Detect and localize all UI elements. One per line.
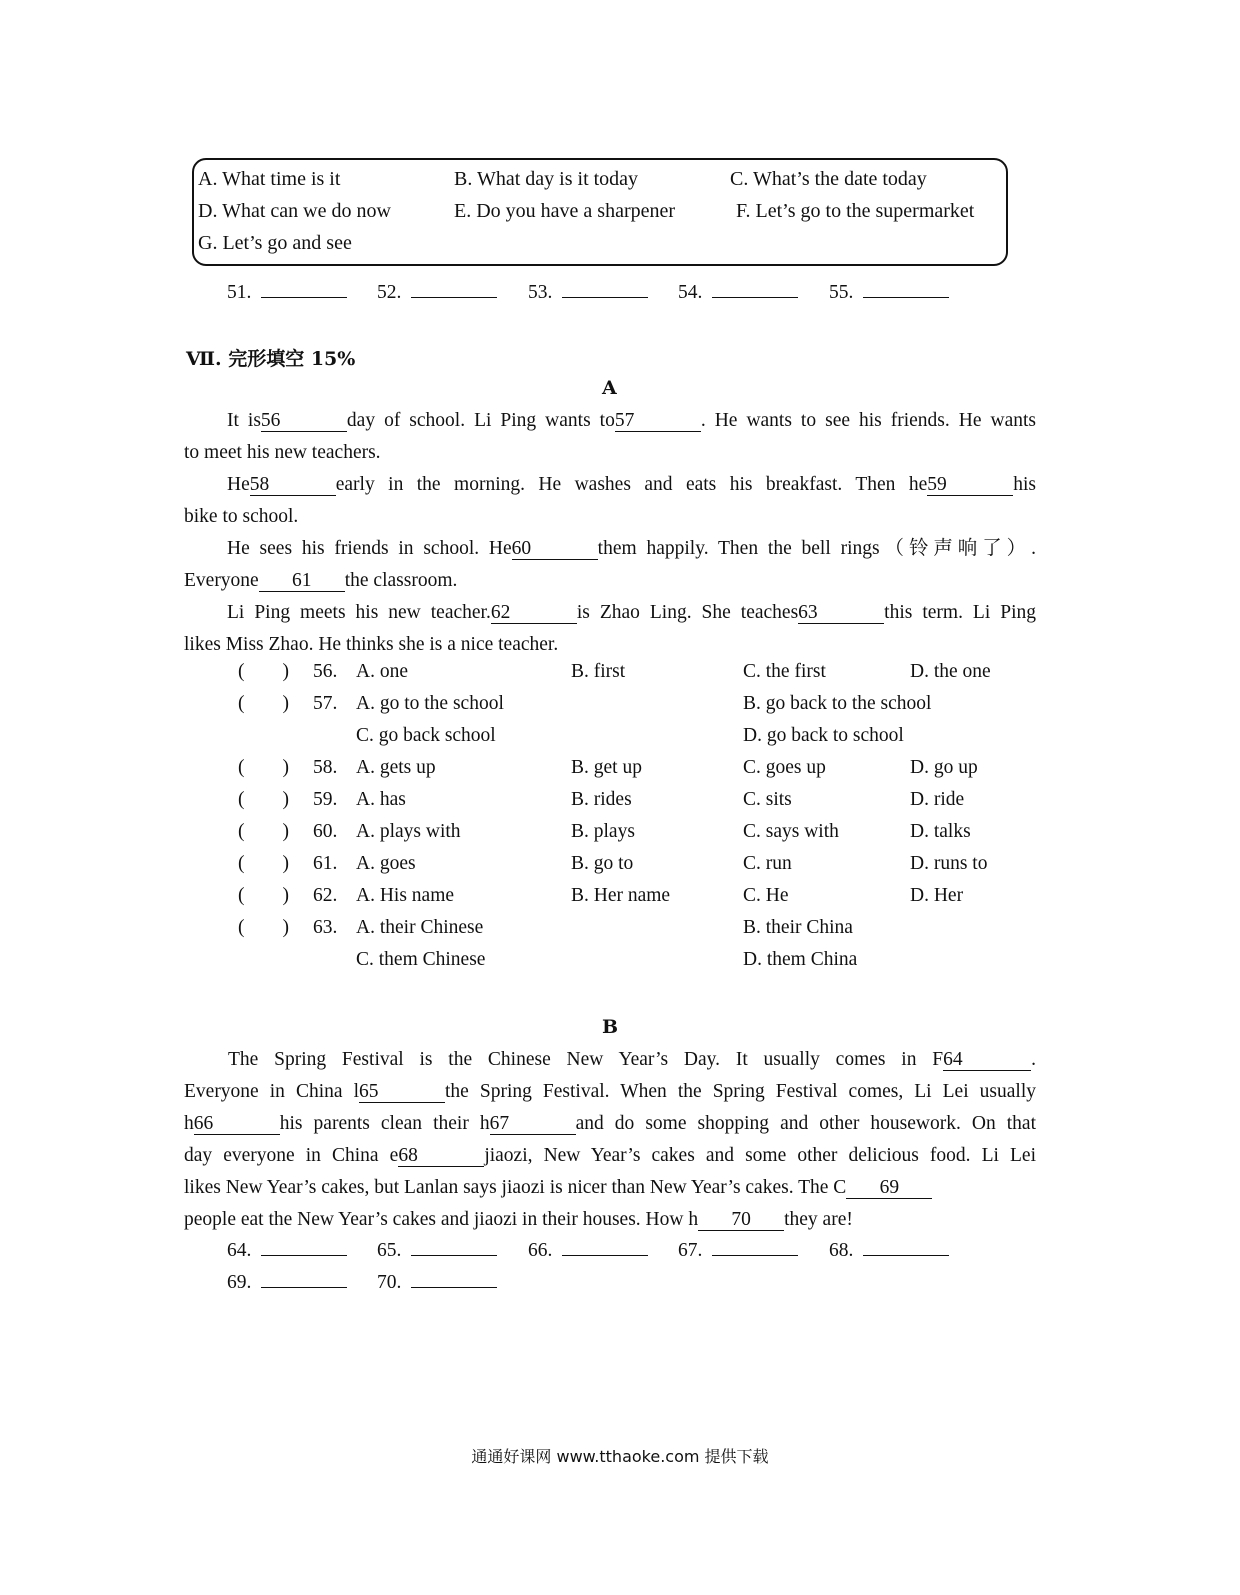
choice-b[interactable]: B. go back to the school <box>743 693 932 714</box>
text: and do some shopping and other housework. On that <box>575 1113 1037 1134</box>
text: Li Ping meets his new teacher. <box>227 602 491 623</box>
text: He sees his friends in school. He <box>227 538 512 559</box>
answer-label: 54. <box>678 282 703 303</box>
answer-line[interactable] <box>863 283 949 298</box>
blank-67[interactable]: 67 <box>490 1114 576 1135</box>
passage-b-line4 <box>184 1140 1036 1172</box>
question-number: 63. <box>313 917 338 938</box>
answer-label: 66. <box>528 1240 553 1261</box>
section-title: Ⅶ. 完形填空 15% <box>186 348 356 370</box>
question-number: 58. <box>313 757 338 778</box>
answer-label: 70. <box>377 1272 402 1293</box>
choice-d[interactable]: D. talks <box>910 821 971 842</box>
text: It is <box>227 410 261 431</box>
passage-a-line7 <box>184 597 1036 629</box>
blank-61[interactable]: 61 <box>259 571 345 592</box>
answer-bracket[interactable]: ( ) <box>238 885 289 906</box>
answer-51[interactable] <box>227 282 347 304</box>
text: they are! <box>784 1209 853 1230</box>
choice-b[interactable]: B. Her name <box>571 885 671 906</box>
answer-bracket[interactable]: ( ) <box>238 917 289 938</box>
answer-67[interactable] <box>678 1240 798 1262</box>
blank-70[interactable]: 70 <box>698 1210 784 1231</box>
option-c: C. What’s the date today <box>730 168 927 190</box>
option-g: G. Let’s go and see <box>198 232 352 254</box>
choice-a[interactable]: A. one <box>356 661 408 682</box>
question-number: 56. <box>313 661 338 682</box>
answer-label: 64. <box>227 1240 252 1261</box>
text: The Spring Festival is the Chinese New Year’s Day. It usually comes in F <box>228 1049 944 1070</box>
answer-label: 67. <box>678 1240 703 1261</box>
passage-b-line5 <box>184 1172 1036 1204</box>
question-number: 60. <box>313 821 338 842</box>
answer-label: 52. <box>377 282 402 303</box>
text: day everyone in China e <box>184 1145 399 1166</box>
choice-c[interactable]: C. the first <box>743 661 826 682</box>
blank-69[interactable]: 69 <box>846 1178 932 1199</box>
choice-c[interactable]: C. them Chinese <box>356 949 486 970</box>
answer-label: 65. <box>377 1240 402 1261</box>
choice-b[interactable]: B. first <box>571 661 626 682</box>
choice-d[interactable]: D. Her <box>910 885 964 906</box>
text: day of school. Li Ping wants to <box>346 410 615 431</box>
answer-label: 51. <box>227 282 252 303</box>
passage-a-line6 <box>184 565 1036 597</box>
answer-line[interactable] <box>863 1241 949 1256</box>
choice-c[interactable]: C. run <box>743 853 792 874</box>
text: his parents clean their h <box>279 1113 490 1134</box>
choice-d[interactable]: D. go up <box>910 757 978 778</box>
answer-52[interactable] <box>377 282 497 304</box>
choice-a[interactable]: A. has <box>356 789 406 810</box>
part-a-heading: A <box>602 377 617 399</box>
blank-56[interactable]: 56 <box>261 411 347 432</box>
answer-66[interactable] <box>528 1240 648 1262</box>
text: early in the morning. He washes and eats his breakfast. Then he <box>335 474 928 495</box>
question-number: 57. <box>313 693 338 714</box>
blank-66[interactable]: 66 <box>194 1114 280 1135</box>
choice-a[interactable]: A. goes <box>356 853 416 874</box>
text: is Zhao Ling. She teaches <box>576 602 799 623</box>
answer-69[interactable] <box>227 1272 347 1294</box>
choice-d[interactable]: D. the one <box>910 661 991 682</box>
text: people eat the New Year’s cakes and jiaozi in their houses. How h <box>184 1209 699 1230</box>
answer-label: 53. <box>528 282 553 303</box>
answer-line[interactable] <box>261 283 347 298</box>
blank-64[interactable]: 64 <box>943 1050 1031 1071</box>
choice-b[interactable]: B. plays <box>571 821 635 842</box>
choice-d[interactable]: D. ride <box>910 789 965 810</box>
passage-a-line4: bike to school. <box>184 506 299 527</box>
text: the classroom. <box>344 570 458 591</box>
answer-68[interactable] <box>829 1240 949 1262</box>
answer-bracket[interactable]: ( ) <box>238 661 289 682</box>
answer-bracket[interactable]: ( ) <box>238 693 289 714</box>
question-number: 59. <box>313 789 338 810</box>
passage-a-line5 <box>184 533 1036 565</box>
choice-a[interactable]: A. gets up <box>356 757 436 778</box>
answer-line[interactable] <box>562 1241 648 1256</box>
text: jiaozi, New Year’s cakes and some other delicious food. Li Lei <box>484 1145 1037 1166</box>
choice-a[interactable]: A. plays with <box>356 821 461 842</box>
choice-d[interactable]: D. runs to <box>910 853 988 874</box>
text: likes New Year’s cakes, but Lanlan says jiaozi is nicer than New Year’s cakes. The C <box>184 1177 847 1198</box>
choice-a[interactable]: A. go to the school <box>356 693 504 714</box>
option-b: B. What day is it today <box>454 168 639 190</box>
choice-b[interactable]: B. rides <box>571 789 632 810</box>
blank-60[interactable]: 60 <box>512 539 598 560</box>
answer-label: 68. <box>829 1240 854 1261</box>
text: this term. Li Ping <box>884 602 1036 623</box>
answer-bracket[interactable]: ( ) <box>238 757 289 778</box>
blank-57[interactable]: 57 <box>615 411 701 432</box>
answer-64[interactable] <box>227 1240 347 1262</box>
choice-a[interactable]: A. their Chinese <box>356 917 484 938</box>
option-a: A. What time is it <box>198 168 341 190</box>
choice-c[interactable]: C. go back school <box>356 725 496 746</box>
answer-line[interactable] <box>411 283 497 298</box>
blank-62[interactable]: 62 <box>491 603 577 624</box>
answer-54[interactable] <box>678 282 798 304</box>
part-b-heading: B <box>602 1016 619 1038</box>
option-f: F. Let’s go to the supermarket <box>736 200 975 222</box>
answer-line[interactable] <box>562 283 648 298</box>
text: . <box>1031 1049 1036 1070</box>
text: . He wants to see his friends. He wants <box>700 410 1036 431</box>
blank-65[interactable]: 65 <box>359 1082 445 1103</box>
answer-line[interactable] <box>411 1273 497 1288</box>
blank-63[interactable]: 63 <box>798 603 884 624</box>
text: the Spring Festival. When the Spring Festival comes, Li Lei usually <box>445 1081 1036 1102</box>
answer-line[interactable] <box>411 1241 497 1256</box>
text: Everyone in China l <box>184 1081 360 1102</box>
answer-line[interactable] <box>712 1241 798 1256</box>
text: them happily. Then the bell rings（铃声响了）. <box>597 538 1036 559</box>
answer-label: 55. <box>829 282 854 303</box>
passage-a-line3 <box>184 469 1036 501</box>
choice-d[interactable]: D. go back to school <box>743 725 904 746</box>
blank-68[interactable]: 68 <box>398 1146 484 1167</box>
option-d: D. What can we do now <box>198 200 391 222</box>
choice-b[interactable]: B. go to <box>571 853 634 874</box>
blank-58[interactable]: 58 <box>250 475 336 496</box>
question-number: 61. <box>313 853 338 874</box>
answer-line[interactable] <box>261 1241 347 1256</box>
passage-a-line8: likes Miss Zhao. He thinks she is a nice teacher. <box>184 634 559 655</box>
passage-a-line1 <box>184 405 1036 437</box>
passage-b-line6 <box>184 1204 1036 1236</box>
choice-a[interactable]: A. His name <box>356 885 455 906</box>
option-e: E. Do you have a sharpener <box>454 200 676 222</box>
choice-c[interactable]: C. He <box>743 885 789 906</box>
passage-b-line1 <box>184 1044 1036 1076</box>
text: h <box>184 1113 194 1134</box>
text: Everyone <box>184 570 259 591</box>
choice-c[interactable]: C. says with <box>743 821 839 842</box>
page-footer: 通通好课网 www.tthaoke.com 提供下载 <box>471 1447 769 1466</box>
answer-bracket[interactable]: ( ) <box>238 821 289 842</box>
choice-d[interactable]: D. them China <box>743 949 858 970</box>
passage-b-line3 <box>184 1108 1036 1140</box>
question-number: 62. <box>313 885 338 906</box>
text: his <box>1013 474 1036 495</box>
text: He <box>227 474 250 495</box>
answer-line[interactable] <box>261 1273 347 1288</box>
passage-b-line2 <box>184 1076 1036 1108</box>
answer-line[interactable] <box>712 283 798 298</box>
passage-a-line2: to meet his new teachers. <box>184 442 381 463</box>
answer-53[interactable] <box>528 282 648 304</box>
choice-c[interactable]: C. goes up <box>743 757 826 778</box>
answer-bracket[interactable]: ( ) <box>238 789 289 810</box>
options-box <box>192 158 1008 266</box>
answer-bracket[interactable]: ( ) <box>238 853 289 874</box>
choice-b[interactable]: B. get up <box>571 757 642 778</box>
choice-b[interactable]: B. their China <box>743 917 853 938</box>
answer-label: 69. <box>227 1272 252 1293</box>
choice-c[interactable]: C. sits <box>743 789 792 810</box>
answer-65[interactable] <box>377 1240 497 1262</box>
answer-70[interactable] <box>377 1272 497 1294</box>
blank-59[interactable]: 59 <box>927 475 1013 496</box>
answer-55[interactable] <box>829 282 949 304</box>
